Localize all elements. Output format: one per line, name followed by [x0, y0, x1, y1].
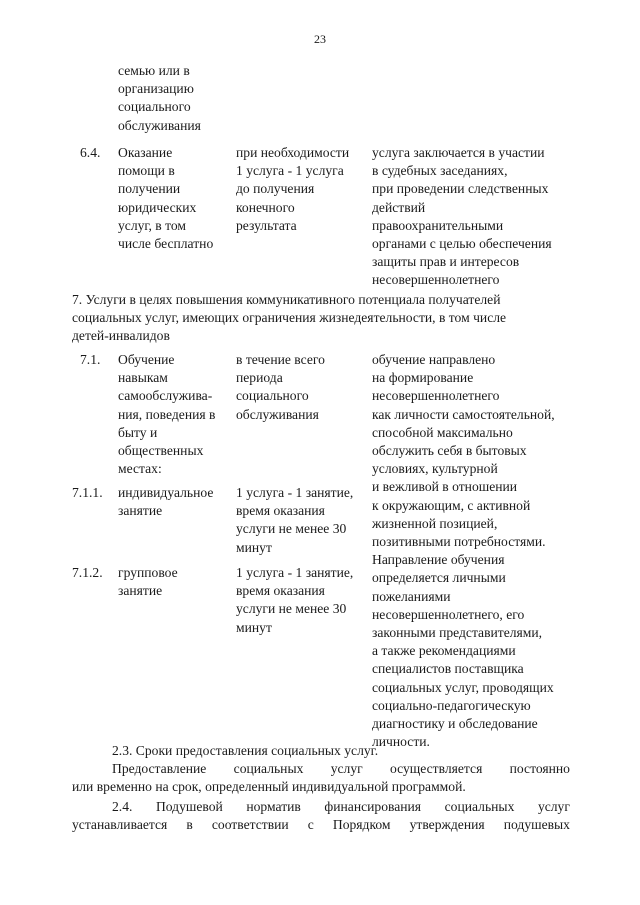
row-7-1-number: 7.1.	[80, 352, 101, 367]
section-7-heading-line3: детей-инвалидов	[72, 328, 170, 343]
section-2-4-para-line1: 2.4. Подушевой норматив финансирования социальных услуг	[112, 799, 570, 814]
section-7-heading-line2: социальных услуг, имеющих ограничения жизнедеятельности, в том числе	[72, 310, 507, 325]
continuation-col1: семью или в организацию социального обслуживания	[118, 63, 201, 133]
row-6-4-service-name: Оказание помощи в получении юридических услуг, в том числе бесплатно	[118, 145, 214, 252]
row-7-1-1-frequency: 1 услуга - 1 занятие, время оказания услуги не менее 30 минут	[236, 485, 354, 555]
section-2-3-heading: 2.3. Сроки предоставления социальных услуг.	[112, 743, 379, 758]
row-6-4-description: услуга заключается в участии в судебных заседаниях, при проведении следственных действий правоохранительными органами с целью обеспечения защиты прав и интересов несовершеннолетнего	[372, 145, 552, 288]
section-7-heading-line1: 7. Услуги в целях повышения коммуникативного потенциала получателей	[72, 292, 501, 307]
section-2-4-para-line2: устанавливается в соответствии с Порядком утверждения подушевых	[72, 817, 570, 832]
page-number: 23	[314, 32, 326, 46]
section-2-3-para-line1: Предоставление социальных услуг осуществляется постоянно	[112, 761, 570, 776]
row-7-1-description: обучение направлено на формирование несовершеннолетнего как личности самостоятельной, способной максимально обслужить себя в бытовых условиях, культурной и вежливой в отношении к окружающим, с активной жизненной позицией, позитивными потребностями. Направление обучения определяется личными пожеланиями несовершеннолетнего, его законными представителями, а также рекомендациями специалистов поставщика социальных услуг, проводящих социально-педагогическую диагностику и обследование личности.	[372, 352, 555, 750]
section-2-3-para-line2: или временно на срок, определенный индивидуальной программой.	[72, 779, 466, 794]
row-7-1-1-number: 7.1.1.	[72, 485, 103, 500]
row-6-4-frequency: при необходимости 1 услуга - 1 услуга до получения конечного результата	[236, 145, 350, 233]
row-6-4-number: 6.4.	[80, 145, 101, 160]
row-7-1-2-frequency: 1 услуга - 1 занятие, время оказания услуги не менее 30 минут	[236, 565, 354, 635]
row-7-1-frequency: в течение всего периода социального обслуживания	[236, 352, 325, 422]
row-7-1-2-number: 7.1.2.	[72, 565, 103, 580]
row-7-1-service-name: Обучение навыкам самообслужива- ния, поведения в быту и общественных местах:	[118, 352, 216, 477]
row-7-1-2-service-name: групповое занятие	[118, 565, 178, 599]
row-7-1-1-service-name: индивидуальное занятие	[118, 485, 214, 519]
